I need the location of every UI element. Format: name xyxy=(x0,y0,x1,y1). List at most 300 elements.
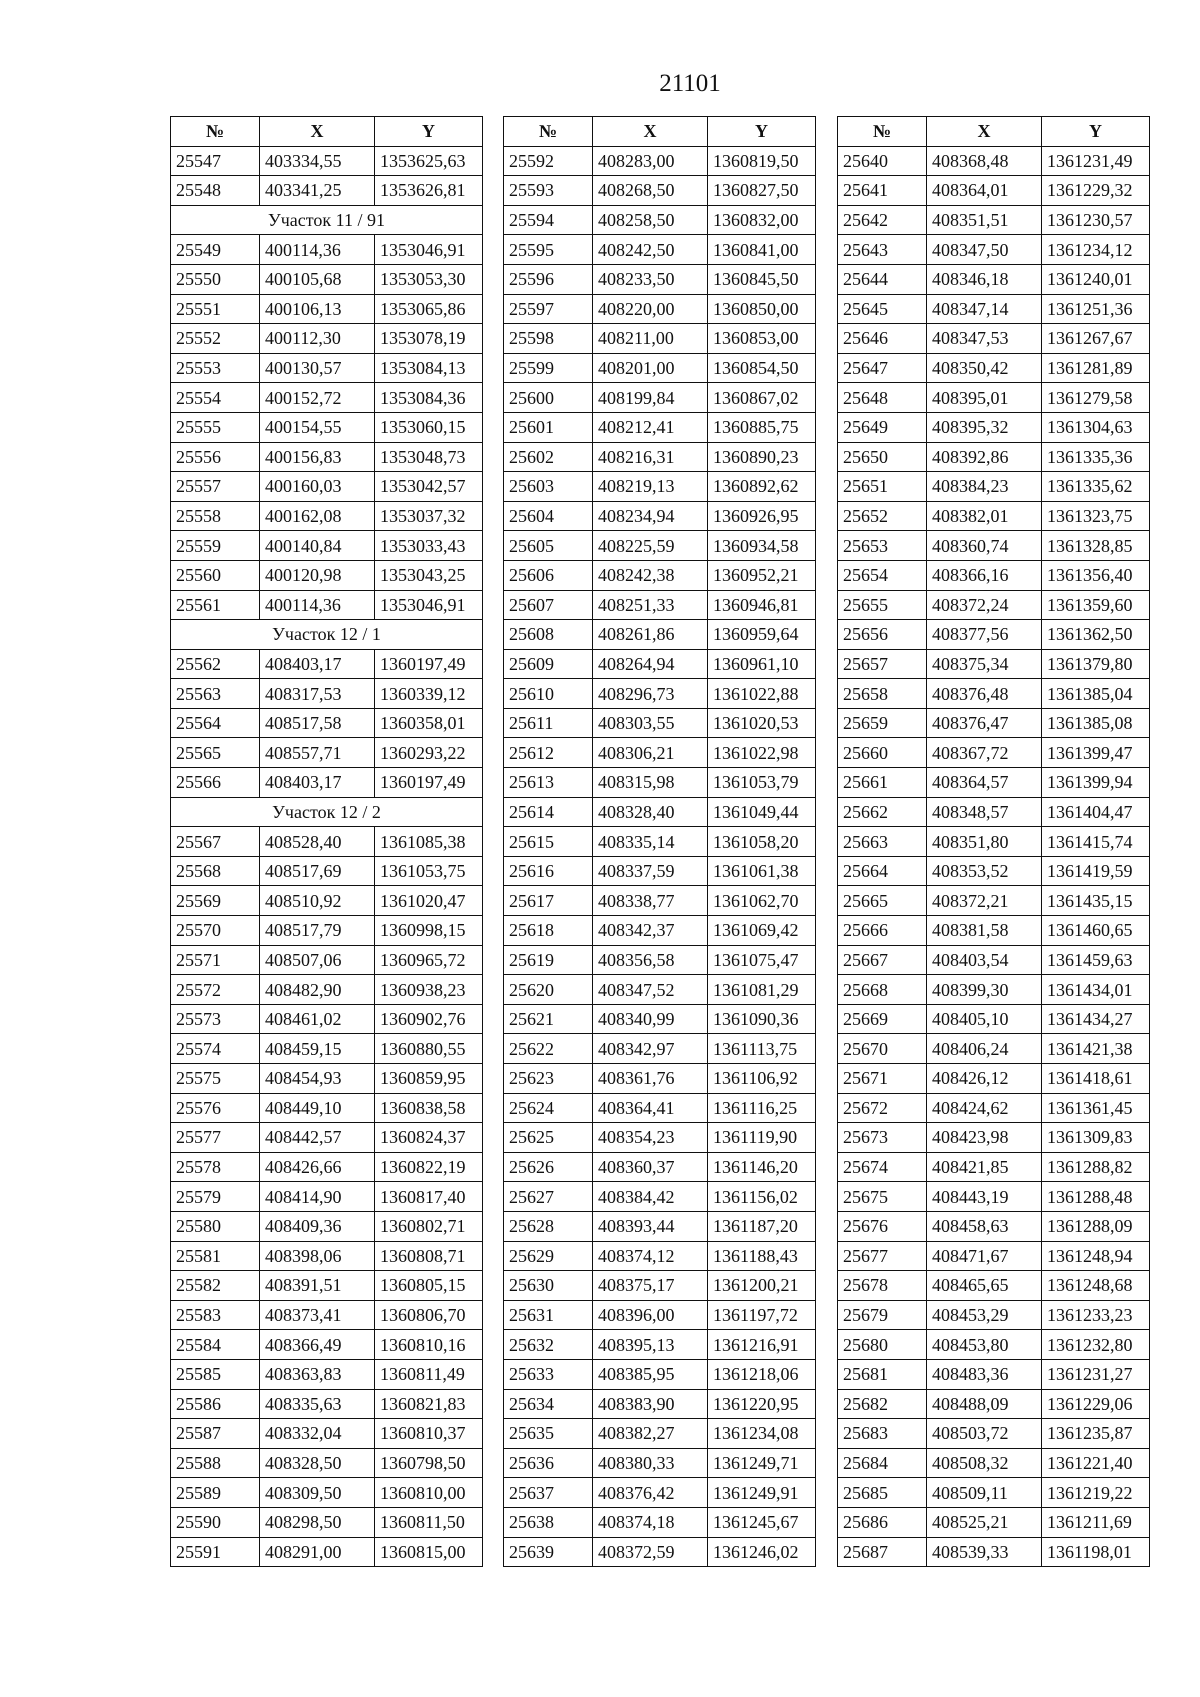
x-coordinate-cell: 403334,55 xyxy=(260,146,375,176)
table-row xyxy=(838,560,1150,590)
point-number-cell: 25565 xyxy=(171,738,260,768)
point-number-cell: 25670 xyxy=(838,1034,927,1064)
point-number-cell: 25589 xyxy=(171,1478,260,1508)
table-row xyxy=(838,1064,1150,1094)
y-coordinate-cell: 1353046,91 xyxy=(375,235,483,265)
y-coordinate-cell: 1360197,49 xyxy=(375,649,483,679)
x-coordinate-cell: 408423,98 xyxy=(927,1123,1042,1153)
x-coordinate-cell: 408361,76 xyxy=(593,1064,708,1094)
y-coordinate-cell: 1353043,25 xyxy=(375,560,483,590)
x-coordinate-cell: 408391,51 xyxy=(260,1271,375,1301)
table-row xyxy=(171,324,483,354)
x-coordinate-cell: 400106,13 xyxy=(260,294,375,324)
x-coordinate-cell: 400152,72 xyxy=(260,383,375,413)
x-coordinate-cell: 408424,62 xyxy=(927,1093,1042,1123)
y-coordinate-cell: 1360854,50 xyxy=(708,353,816,383)
point-number-cell: 25664 xyxy=(838,856,927,886)
y-coordinate-cell: 1360827,50 xyxy=(708,176,816,206)
point-number-cell: 25636 xyxy=(504,1448,593,1478)
y-coordinate-cell: 1360817,40 xyxy=(375,1182,483,1212)
table-row xyxy=(838,531,1150,561)
table-row xyxy=(171,975,483,1005)
y-coordinate-cell: 1361251,36 xyxy=(1042,294,1150,324)
x-coordinate-cell: 408376,47 xyxy=(927,708,1042,738)
y-coordinate-cell: 1361248,94 xyxy=(1042,1241,1150,1271)
table-row xyxy=(504,176,816,206)
point-number-cell: 25632 xyxy=(504,1330,593,1360)
point-number-cell: 25625 xyxy=(504,1123,593,1153)
y-coordinate-cell: 1361419,59 xyxy=(1042,856,1150,886)
point-number-cell: 25637 xyxy=(504,1478,593,1508)
table-row xyxy=(838,1478,1150,1508)
y-coordinate-cell: 1361249,91 xyxy=(708,1478,816,1508)
y-coordinate-cell: 1360358,01 xyxy=(375,708,483,738)
table-row xyxy=(171,679,483,709)
page-number: 21101 xyxy=(659,70,721,97)
point-number-cell: 25683 xyxy=(838,1419,927,1449)
table-row xyxy=(838,1211,1150,1241)
x-coordinate-cell: 408443,19 xyxy=(927,1182,1042,1212)
point-number-cell: 25655 xyxy=(838,590,927,620)
y-coordinate-cell: 1361362,50 xyxy=(1042,620,1150,650)
point-number-cell: 25680 xyxy=(838,1330,927,1360)
x-coordinate-cell: 408211,00 xyxy=(593,324,708,354)
y-coordinate-cell: 1361188,43 xyxy=(708,1241,816,1271)
point-number-cell: 25563 xyxy=(171,679,260,709)
table-row xyxy=(838,945,1150,975)
point-number-cell: 25600 xyxy=(504,383,593,413)
table-row xyxy=(171,1330,483,1360)
x-coordinate-cell: 408242,50 xyxy=(593,235,708,265)
point-number-cell: 25660 xyxy=(838,738,927,768)
x-coordinate-cell: 408409,36 xyxy=(260,1211,375,1241)
point-number-cell: 25618 xyxy=(504,916,593,946)
header-x: X xyxy=(593,117,708,147)
point-number-cell: 25607 xyxy=(504,590,593,620)
y-coordinate-cell: 1360806,70 xyxy=(375,1300,483,1330)
x-coordinate-cell: 408335,14 xyxy=(593,827,708,857)
header-y: Y xyxy=(1042,117,1150,147)
y-coordinate-cell: 1360853,00 xyxy=(708,324,816,354)
x-coordinate-cell: 408315,98 xyxy=(593,768,708,798)
x-coordinate-cell: 408557,71 xyxy=(260,738,375,768)
point-number-cell: 25597 xyxy=(504,294,593,324)
x-coordinate-cell: 408216,31 xyxy=(593,442,708,472)
x-coordinate-cell: 408453,80 xyxy=(927,1330,1042,1360)
point-number-cell: 25640 xyxy=(838,146,927,176)
x-coordinate-cell: 408393,44 xyxy=(593,1211,708,1241)
point-number-cell: 25621 xyxy=(504,1004,593,1034)
point-number-cell: 25552 xyxy=(171,324,260,354)
table-row xyxy=(504,1478,816,1508)
table-row xyxy=(171,264,483,294)
x-coordinate-cell: 408458,63 xyxy=(927,1211,1042,1241)
x-coordinate-cell: 400112,30 xyxy=(260,324,375,354)
x-coordinate-cell: 408471,67 xyxy=(927,1241,1042,1271)
y-coordinate-cell: 1361230,57 xyxy=(1042,205,1150,235)
x-coordinate-cell: 408376,48 xyxy=(927,679,1042,709)
point-number-cell: 25583 xyxy=(171,1300,260,1330)
x-coordinate-cell: 408507,06 xyxy=(260,945,375,975)
point-number-cell: 25584 xyxy=(171,1330,260,1360)
point-number-cell: 25550 xyxy=(171,264,260,294)
x-coordinate-cell: 400160,03 xyxy=(260,472,375,502)
table-row xyxy=(504,442,816,472)
point-number-cell: 25671 xyxy=(838,1064,927,1094)
x-coordinate-cell: 408509,11 xyxy=(927,1478,1042,1508)
point-number-cell: 25557 xyxy=(171,472,260,502)
y-coordinate-cell: 1361288,48 xyxy=(1042,1182,1150,1212)
point-number-cell: 25596 xyxy=(504,264,593,294)
x-coordinate-cell: 408298,50 xyxy=(260,1507,375,1537)
x-coordinate-cell: 408353,52 xyxy=(927,856,1042,886)
point-number-cell: 25673 xyxy=(838,1123,927,1153)
y-coordinate-cell: 1361053,79 xyxy=(708,768,816,798)
table-row xyxy=(504,1389,816,1419)
table-row xyxy=(838,264,1150,294)
y-coordinate-cell: 1353060,15 xyxy=(375,412,483,442)
point-number-cell: 25646 xyxy=(838,324,927,354)
x-coordinate-cell: 408347,50 xyxy=(927,235,1042,265)
y-coordinate-cell: 1361240,01 xyxy=(1042,264,1150,294)
x-coordinate-cell: 408347,14 xyxy=(927,294,1042,324)
point-number-cell: 25598 xyxy=(504,324,593,354)
coordinate-table-1 xyxy=(170,116,483,1567)
y-coordinate-cell: 1361421,38 xyxy=(1042,1034,1150,1064)
point-number-cell: 25675 xyxy=(838,1182,927,1212)
point-number-cell: 25591 xyxy=(171,1537,260,1567)
point-number-cell: 25549 xyxy=(171,235,260,265)
table-row xyxy=(504,205,816,235)
point-number-cell: 25586 xyxy=(171,1389,260,1419)
point-number-cell: 25634 xyxy=(504,1389,593,1419)
x-coordinate-cell: 408350,42 xyxy=(927,353,1042,383)
x-coordinate-cell: 408291,00 xyxy=(260,1537,375,1567)
y-coordinate-cell: 1360293,22 xyxy=(375,738,483,768)
point-number-cell: 25663 xyxy=(838,827,927,857)
x-coordinate-cell: 403341,25 xyxy=(260,176,375,206)
y-coordinate-cell: 1361069,42 xyxy=(708,916,816,946)
x-coordinate-cell: 408306,21 xyxy=(593,738,708,768)
x-coordinate-cell: 400105,68 xyxy=(260,264,375,294)
y-coordinate-cell: 1361221,40 xyxy=(1042,1448,1150,1478)
point-number-cell: 25666 xyxy=(838,916,927,946)
y-coordinate-cell: 1360961,10 xyxy=(708,649,816,679)
y-coordinate-cell: 1360850,00 xyxy=(708,294,816,324)
y-coordinate-cell: 1353084,36 xyxy=(375,383,483,413)
y-coordinate-cell: 1360880,55 xyxy=(375,1034,483,1064)
point-number-cell: 25608 xyxy=(504,620,593,650)
table-row xyxy=(838,768,1150,798)
table-row xyxy=(171,501,483,531)
point-number-cell: 25620 xyxy=(504,975,593,1005)
x-coordinate-cell: 408219,13 xyxy=(593,472,708,502)
y-coordinate-cell: 1360810,16 xyxy=(375,1330,483,1360)
table-row xyxy=(504,531,816,561)
table-row xyxy=(838,1034,1150,1064)
x-coordinate-cell: 408363,83 xyxy=(260,1359,375,1389)
y-coordinate-cell: 1361198,01 xyxy=(1042,1537,1150,1567)
y-coordinate-cell: 1360805,15 xyxy=(375,1271,483,1301)
x-coordinate-cell: 408461,02 xyxy=(260,1004,375,1034)
point-number-cell: 25624 xyxy=(504,1093,593,1123)
x-coordinate-cell: 408261,86 xyxy=(593,620,708,650)
table-row xyxy=(504,768,816,798)
x-coordinate-cell: 408382,27 xyxy=(593,1419,708,1449)
point-number-cell: 25611 xyxy=(504,708,593,738)
y-coordinate-cell: 1360885,75 xyxy=(708,412,816,442)
point-number-cell: 25626 xyxy=(504,1152,593,1182)
x-coordinate-cell: 408442,57 xyxy=(260,1123,375,1153)
table-row xyxy=(838,649,1150,679)
point-number-cell: 25585 xyxy=(171,1359,260,1389)
x-coordinate-cell: 408199,84 xyxy=(593,383,708,413)
x-coordinate-cell: 408296,73 xyxy=(593,679,708,709)
x-coordinate-cell: 408364,41 xyxy=(593,1093,708,1123)
point-number-cell: 25561 xyxy=(171,590,260,620)
point-number-cell: 25567 xyxy=(171,827,260,857)
x-coordinate-cell: 408242,38 xyxy=(593,560,708,590)
table-row xyxy=(838,886,1150,916)
table-row xyxy=(838,1004,1150,1034)
x-coordinate-cell: 408382,01 xyxy=(927,501,1042,531)
table-row xyxy=(171,1300,483,1330)
y-coordinate-cell: 1361231,27 xyxy=(1042,1359,1150,1389)
y-coordinate-cell: 1361187,20 xyxy=(708,1211,816,1241)
point-number-cell: 25674 xyxy=(838,1152,927,1182)
point-number-cell: 25613 xyxy=(504,768,593,798)
point-number-cell: 25559 xyxy=(171,531,260,561)
table-row xyxy=(171,294,483,324)
y-coordinate-cell: 1360965,72 xyxy=(375,945,483,975)
table-row xyxy=(838,442,1150,472)
table-row xyxy=(838,1419,1150,1449)
point-number-cell: 25614 xyxy=(504,797,593,827)
section-label: Участок 12 / 1 xyxy=(171,620,483,650)
point-number-cell: 25572 xyxy=(171,975,260,1005)
y-coordinate-cell: 1360959,64 xyxy=(708,620,816,650)
table-row xyxy=(504,679,816,709)
table-row xyxy=(171,1034,483,1064)
y-coordinate-cell: 1353048,73 xyxy=(375,442,483,472)
table-row xyxy=(171,383,483,413)
point-number-cell: 25631 xyxy=(504,1300,593,1330)
section-row xyxy=(171,620,483,650)
y-coordinate-cell: 1361434,01 xyxy=(1042,975,1150,1005)
point-number-cell: 25553 xyxy=(171,353,260,383)
y-coordinate-cell: 1353084,13 xyxy=(375,353,483,383)
y-coordinate-cell: 1361418,61 xyxy=(1042,1064,1150,1094)
table-header-row xyxy=(838,117,1150,147)
table-row xyxy=(171,1507,483,1537)
x-coordinate-cell: 408375,34 xyxy=(927,649,1042,679)
point-number-cell: 25686 xyxy=(838,1507,927,1537)
point-number-cell: 25555 xyxy=(171,412,260,442)
y-coordinate-cell: 1360952,21 xyxy=(708,560,816,590)
y-coordinate-cell: 1361146,20 xyxy=(708,1152,816,1182)
point-number-cell: 25603 xyxy=(504,472,593,502)
x-coordinate-cell: 408234,94 xyxy=(593,501,708,531)
y-coordinate-cell: 1361335,62 xyxy=(1042,472,1150,502)
y-coordinate-cell: 1360832,00 xyxy=(708,205,816,235)
table-row xyxy=(504,827,816,857)
x-coordinate-cell: 400140,84 xyxy=(260,531,375,561)
table-row xyxy=(838,1537,1150,1567)
table-row xyxy=(504,975,816,1005)
table-row xyxy=(838,353,1150,383)
y-coordinate-cell: 1361359,60 xyxy=(1042,590,1150,620)
point-number-cell: 25573 xyxy=(171,1004,260,1034)
point-number-cell: 25606 xyxy=(504,560,593,590)
section-row xyxy=(171,797,483,827)
point-number-cell: 25629 xyxy=(504,1241,593,1271)
table-row xyxy=(838,1389,1150,1419)
point-number-cell: 25633 xyxy=(504,1359,593,1389)
point-number-cell: 25571 xyxy=(171,945,260,975)
y-coordinate-cell: 1361435,15 xyxy=(1042,886,1150,916)
point-number-cell: 25677 xyxy=(838,1241,927,1271)
table-row xyxy=(171,1271,483,1301)
table-row xyxy=(838,708,1150,738)
y-coordinate-cell: 1361281,89 xyxy=(1042,353,1150,383)
x-coordinate-cell: 408338,77 xyxy=(593,886,708,916)
point-number-cell: 25687 xyxy=(838,1537,927,1567)
point-number-cell: 25667 xyxy=(838,945,927,975)
point-number-cell: 25662 xyxy=(838,797,927,827)
table-row xyxy=(504,797,816,827)
y-coordinate-cell: 1361197,72 xyxy=(708,1300,816,1330)
y-coordinate-cell: 1361288,09 xyxy=(1042,1211,1150,1241)
x-coordinate-cell: 408342,97 xyxy=(593,1034,708,1064)
y-coordinate-cell: 1361106,92 xyxy=(708,1064,816,1094)
x-coordinate-cell: 408395,32 xyxy=(927,412,1042,442)
table-row xyxy=(504,1123,816,1153)
x-coordinate-cell: 408225,59 xyxy=(593,531,708,561)
point-number-cell: 25681 xyxy=(838,1359,927,1389)
x-coordinate-cell: 408376,42 xyxy=(593,1478,708,1508)
point-number-cell: 25616 xyxy=(504,856,593,886)
y-coordinate-cell: 1353078,19 xyxy=(375,324,483,354)
table-row xyxy=(838,1448,1150,1478)
table-row xyxy=(171,1241,483,1271)
table-row xyxy=(171,442,483,472)
point-number-cell: 25580 xyxy=(171,1211,260,1241)
y-coordinate-cell: 1361309,83 xyxy=(1042,1123,1150,1153)
x-coordinate-cell: 400114,36 xyxy=(260,590,375,620)
x-coordinate-cell: 408517,58 xyxy=(260,708,375,738)
table-row xyxy=(171,945,483,975)
table-row xyxy=(171,1211,483,1241)
x-coordinate-cell: 408335,63 xyxy=(260,1389,375,1419)
x-coordinate-cell: 408377,56 xyxy=(927,620,1042,650)
x-coordinate-cell: 408383,90 xyxy=(593,1389,708,1419)
y-coordinate-cell: 1361399,94 xyxy=(1042,768,1150,798)
y-coordinate-cell: 1360819,50 xyxy=(708,146,816,176)
y-coordinate-cell: 1360890,23 xyxy=(708,442,816,472)
point-number-cell: 25579 xyxy=(171,1182,260,1212)
table-row xyxy=(504,886,816,916)
header-number: № xyxy=(171,117,260,147)
point-number-cell: 25617 xyxy=(504,886,593,916)
point-number-cell: 25595 xyxy=(504,235,593,265)
point-number-cell: 25568 xyxy=(171,856,260,886)
table-row xyxy=(171,1093,483,1123)
table-row xyxy=(504,620,816,650)
y-coordinate-cell: 1361216,91 xyxy=(708,1330,816,1360)
y-coordinate-cell: 1361246,02 xyxy=(708,1537,816,1567)
table-row xyxy=(838,1271,1150,1301)
y-coordinate-cell: 1360841,00 xyxy=(708,235,816,265)
table-row xyxy=(838,1507,1150,1537)
point-number-cell: 25609 xyxy=(504,649,593,679)
x-coordinate-cell: 408372,24 xyxy=(927,590,1042,620)
x-coordinate-cell: 408251,33 xyxy=(593,590,708,620)
y-coordinate-cell: 1361379,80 xyxy=(1042,649,1150,679)
table-row xyxy=(504,1419,816,1449)
y-coordinate-cell: 1360821,83 xyxy=(375,1389,483,1419)
table-row xyxy=(504,1271,816,1301)
x-coordinate-cell: 400156,83 xyxy=(260,442,375,472)
x-coordinate-cell: 408405,10 xyxy=(927,1004,1042,1034)
y-coordinate-cell: 1360938,23 xyxy=(375,975,483,1005)
table-row xyxy=(838,205,1150,235)
table-row xyxy=(504,1064,816,1094)
section-row xyxy=(171,205,483,235)
table-row xyxy=(838,1359,1150,1389)
table-row xyxy=(171,146,483,176)
y-coordinate-cell: 1360859,95 xyxy=(375,1064,483,1094)
x-coordinate-cell: 408347,53 xyxy=(927,324,1042,354)
y-coordinate-cell: 1360892,62 xyxy=(708,472,816,502)
y-coordinate-cell: 1361020,53 xyxy=(708,708,816,738)
table-row xyxy=(838,383,1150,413)
point-number-cell: 25651 xyxy=(838,472,927,502)
point-number-cell: 25678 xyxy=(838,1271,927,1301)
x-coordinate-cell: 408348,57 xyxy=(927,797,1042,827)
point-number-cell: 25592 xyxy=(504,146,593,176)
y-coordinate-cell: 1360838,58 xyxy=(375,1093,483,1123)
y-coordinate-cell: 1361267,67 xyxy=(1042,324,1150,354)
point-number-cell: 25558 xyxy=(171,501,260,531)
table-row xyxy=(171,708,483,738)
point-number-cell: 25642 xyxy=(838,205,927,235)
y-coordinate-cell: 1361229,06 xyxy=(1042,1389,1150,1419)
y-coordinate-cell: 1361328,85 xyxy=(1042,531,1150,561)
x-coordinate-cell: 408517,69 xyxy=(260,856,375,886)
table-row xyxy=(504,324,816,354)
table-row xyxy=(838,472,1150,502)
point-number-cell: 25668 xyxy=(838,975,927,1005)
table-row xyxy=(171,531,483,561)
table-row xyxy=(504,590,816,620)
x-coordinate-cell: 408368,48 xyxy=(927,146,1042,176)
x-coordinate-cell: 400114,36 xyxy=(260,235,375,265)
point-number-cell: 25604 xyxy=(504,501,593,531)
table-header-row xyxy=(171,117,483,147)
x-coordinate-cell: 408449,10 xyxy=(260,1093,375,1123)
x-coordinate-cell: 408309,50 xyxy=(260,1478,375,1508)
x-coordinate-cell: 408380,33 xyxy=(593,1448,708,1478)
y-coordinate-cell: 1361361,45 xyxy=(1042,1093,1150,1123)
point-number-cell: 25599 xyxy=(504,353,593,383)
y-coordinate-cell: 1361234,08 xyxy=(708,1419,816,1449)
y-coordinate-cell: 1361062,70 xyxy=(708,886,816,916)
x-coordinate-cell: 408396,00 xyxy=(593,1300,708,1330)
y-coordinate-cell: 1361058,20 xyxy=(708,827,816,857)
table-row xyxy=(504,294,816,324)
table-row xyxy=(504,1152,816,1182)
table-row xyxy=(838,827,1150,857)
